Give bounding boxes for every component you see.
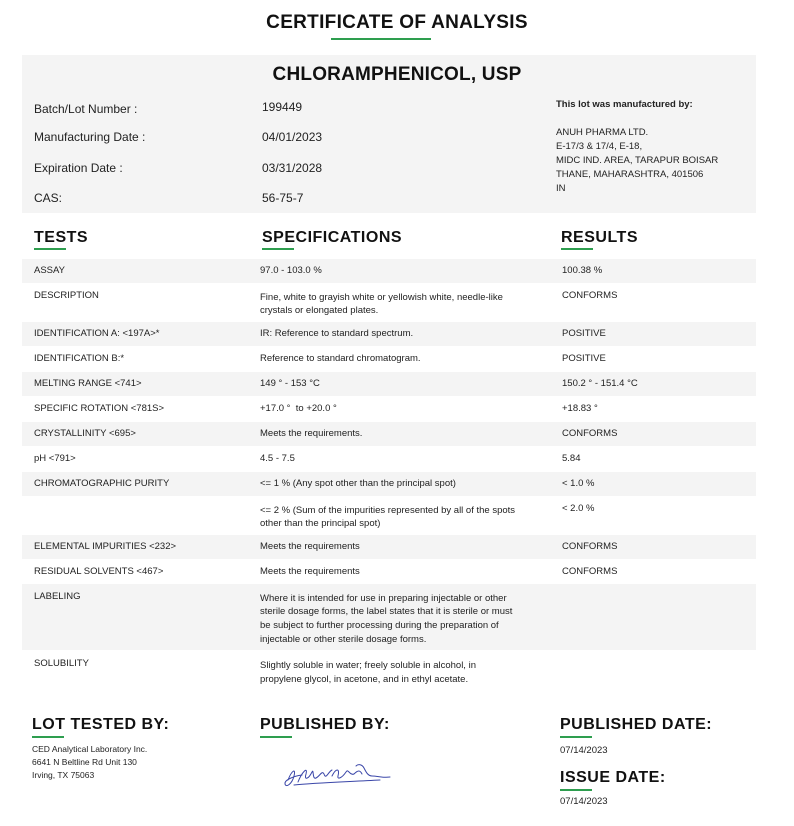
signature-image [282, 758, 394, 794]
table-row-spec: 97.0 - 103.0 % [260, 265, 322, 276]
manufacturing-date-value: 04/01/2023 [262, 130, 323, 144]
table-row-spec: <= 1 % (Any spot other than the principal spot) [260, 478, 456, 489]
specifications-column-heading: SPECIFICATIONS [262, 229, 403, 246]
table-row-test: RESIDUAL SOLVENTS <467> [34, 566, 164, 577]
lab-address-line: CED Analytical Laboratory Inc. [32, 744, 148, 754]
manufacturer-line: IN [556, 183, 566, 194]
table-row-result: 5.84 [562, 453, 581, 464]
tests-column-heading: TESTS [34, 229, 89, 246]
table-row-result: < 1.0 % [562, 478, 595, 489]
table-row-result: 100.38 % [562, 265, 603, 276]
issue-date-underline [560, 789, 592, 791]
table-row-result: CONFORMS [562, 290, 618, 301]
title-underline [331, 38, 431, 40]
table-row-result: +18.83 ° [562, 403, 598, 414]
issue-date-heading: ISSUE DATE: [560, 769, 666, 786]
table-row-spec: +17.0 ° to +20.0 ° [260, 403, 337, 414]
specifications-heading-underline [262, 248, 294, 250]
results-heading-underline [561, 248, 593, 250]
manufacturer-line: THANE, MAHARASHTRA, 401506 [556, 169, 704, 180]
table-row-result: < 2.0 % [562, 503, 595, 514]
manufacturer-line: MIDC IND. AREA, TARAPUR BOISAR [556, 155, 719, 166]
published-by-underline [260, 736, 292, 738]
table-row-test: MELTING RANGE <741> [34, 378, 142, 389]
table-row-test: ASSAY [34, 265, 65, 276]
expiration-date-label: Expiration Date : [34, 161, 123, 175]
lot-tested-by-underline [32, 736, 64, 738]
cas-label: CAS: [34, 191, 63, 205]
table-row-result: CONFORMS [562, 566, 618, 577]
published-by-heading: PUBLISHED BY: [260, 716, 390, 733]
table-row-spec: propylene glycol, in acetone, and in ethyl acetate. [260, 674, 469, 685]
table-row-result: POSITIVE [562, 353, 606, 364]
table-row-spec: IR: Reference to standard spectrum. [260, 328, 414, 339]
table-row-spec: Meets the requirements [260, 541, 360, 552]
table-row-test: IDENTIFICATION B:* [34, 353, 125, 364]
table-row-spec: sterile dosage forms, the label states that it is sterile or must [260, 606, 513, 617]
cas-value: 56-75-7 [262, 191, 304, 205]
product-name: CHLORAMPHENICOL, USP [272, 64, 522, 85]
document-title: CERTIFICATE OF ANALYSIS [266, 12, 528, 33]
table-row-spec: Where it is intended for use in preparing injectable or other [260, 593, 507, 604]
batch-lot-label: Batch/Lot Number : [34, 102, 138, 116]
table-row-spec: Meets the requirements [260, 566, 360, 577]
table-row-test: SPECIFIC ROTATION <781S> [34, 403, 165, 414]
results-column-heading: RESULTS [561, 229, 638, 246]
table-row-result: 150.2 ° - 151.4 °C [562, 378, 638, 389]
tests-heading-underline [34, 248, 66, 250]
table-row-test: pH <791> [34, 453, 76, 464]
published-date-value: 07/14/2023 [560, 745, 608, 756]
table-row-test: IDENTIFICATION A: <197A>* [34, 328, 160, 339]
table-row-spec: 149 ° - 153 °C [260, 378, 320, 389]
table-row-test: DESCRIPTION [34, 290, 99, 301]
published-date-underline [560, 736, 592, 738]
manufacturer-title: This lot was manufactured by: [556, 99, 693, 110]
table-row-result: POSITIVE [562, 328, 606, 339]
table-row-spec: <= 2 % (Sum of the impurities represented by all of the spots [260, 505, 516, 516]
issue-date-value: 07/14/2023 [560, 796, 608, 807]
manufacturing-date-label: Manufacturing Date : [34, 130, 146, 144]
table-row-test: LABELING [34, 591, 81, 602]
published-date-heading: PUBLISHED DATE: [560, 716, 713, 733]
table-row-test: CHROMATOGRAPHIC PURITY [34, 478, 170, 489]
table-row-spec: other than the principal spot) [260, 518, 381, 529]
expiration-date-value: 03/31/2028 [262, 161, 323, 175]
lab-address-line: 6641 N Beltline Rd Unit 130 [32, 757, 137, 767]
batch-lot-value: 199449 [262, 100, 303, 114]
lab-address-line: Irving, TX 75063 [32, 770, 95, 780]
table-row-result: CONFORMS [562, 428, 618, 439]
table-row-spec: Slightly soluble in water; freely soluble in alcohol, in [260, 660, 476, 671]
manufacturer-line: ANUH PHARMA LTD. [556, 127, 649, 138]
table-row-spec: Fine, white to grayish white or yellowish white, needle-like [260, 292, 503, 303]
lot-tested-by-heading: LOT TESTED BY: [32, 716, 170, 733]
table-row-spec: Meets the requirements. [260, 428, 363, 439]
table-row-spec: injectable or other sterile dosage forms. [260, 634, 427, 645]
table-row-test: CRYSTALLINITY <695> [34, 428, 136, 439]
table-row-test: SOLUBILITY [34, 658, 89, 669]
table-row-spec: Reference to standard chromatogram. [260, 353, 421, 364]
table-row-test: ELEMENTAL IMPURITIES <232> [34, 541, 177, 552]
manufacturer-line: E-17/3 & 17/4, E-18, [556, 141, 643, 152]
table-row-spec: 4.5 - 7.5 [260, 453, 295, 464]
table-row-result: CONFORMS [562, 541, 618, 552]
table-row-spec: crystals or elongated plates. [260, 305, 379, 316]
table-row-spec: be subject to further processing during the preparation of [260, 620, 499, 631]
